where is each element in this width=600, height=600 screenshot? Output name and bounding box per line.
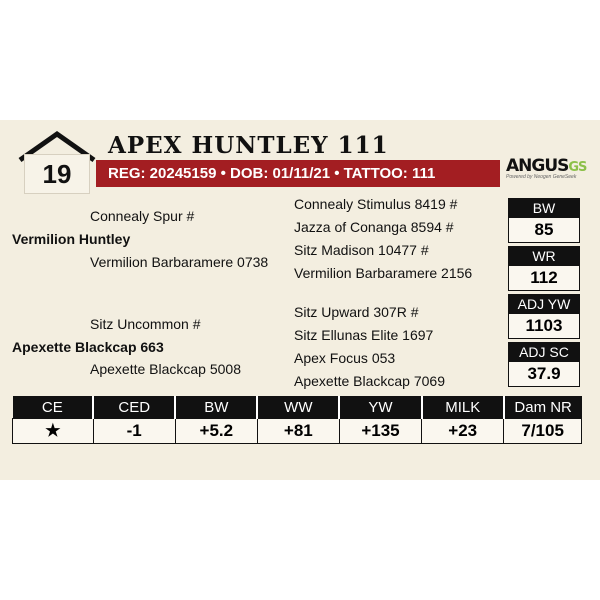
epd-header: Dam NR (504, 396, 582, 419)
epd-header: MILK (422, 396, 504, 419)
epd-value-bw: +5.2 (175, 419, 257, 444)
epd-table (12, 396, 582, 444)
epd-header-row (13, 396, 582, 419)
dam-dam-dam: Apexette Blackcap 7069 (294, 373, 445, 389)
lot-card (0, 120, 600, 480)
sire-dam: Vermilion Barbaramere 0738 (90, 254, 269, 270)
epd-value-dam-nr: 7/105 (504, 419, 582, 444)
epd-header: CE (13, 396, 94, 419)
sire-dam-sire: Sitz Madison 10477 # (294, 242, 429, 258)
dam-sire-sire: Sitz Upward 307R # (294, 304, 419, 320)
epd-value-ce: ★ (13, 419, 94, 444)
epd-header: WW (257, 396, 339, 419)
epd-value-ww: +81 (257, 419, 339, 444)
epd-header: CED (93, 396, 175, 419)
registration-bar: REG: 20245159 • DOB: 01/11/21 • TATTOO: 111 (96, 160, 500, 187)
epd-value-ced: -1 (93, 419, 175, 444)
sire-sire-dam: Jazza of Conanga 8594 # (294, 219, 454, 235)
dam: Apexette Blackcap 663 (12, 339, 164, 355)
dam-sire-dam: Sitz Ellunas Elite 1697 (294, 327, 434, 343)
animal-name: APEX HUNTLEY 111 (108, 132, 389, 159)
perf-adj-sc: ADJ SC 37.9 (508, 342, 580, 387)
sire-sire-sire: Connealy Stimulus 8419 # (294, 196, 458, 212)
sire-dam-dam: Vermilion Barbaramere 2156 (294, 265, 473, 281)
perf-adj-yw: ADJ YW 1103 (508, 294, 580, 339)
dam-dam-sire: Apex Focus 053 (294, 350, 396, 366)
epd-value-milk: +23 (422, 419, 504, 444)
epd-value-yw: +135 (339, 419, 421, 444)
perf-bw: BW 85 (508, 198, 580, 243)
angus-gs-logo: ANGUSGS Powered by Neogen GeneSeek (506, 156, 587, 180)
epd-header: BW (175, 396, 257, 419)
sire: Vermilion Huntley (12, 231, 131, 247)
epd-value-row (13, 419, 582, 444)
sire-sire: Connealy Spur # (90, 208, 195, 224)
dam-sire: Sitz Uncommon # (90, 316, 201, 332)
perf-wr: WR 112 (508, 246, 580, 291)
epd-header: YW (339, 396, 421, 419)
lot-number: 19 (24, 154, 90, 194)
dam-dam: Apexette Blackcap 5008 (90, 361, 241, 377)
